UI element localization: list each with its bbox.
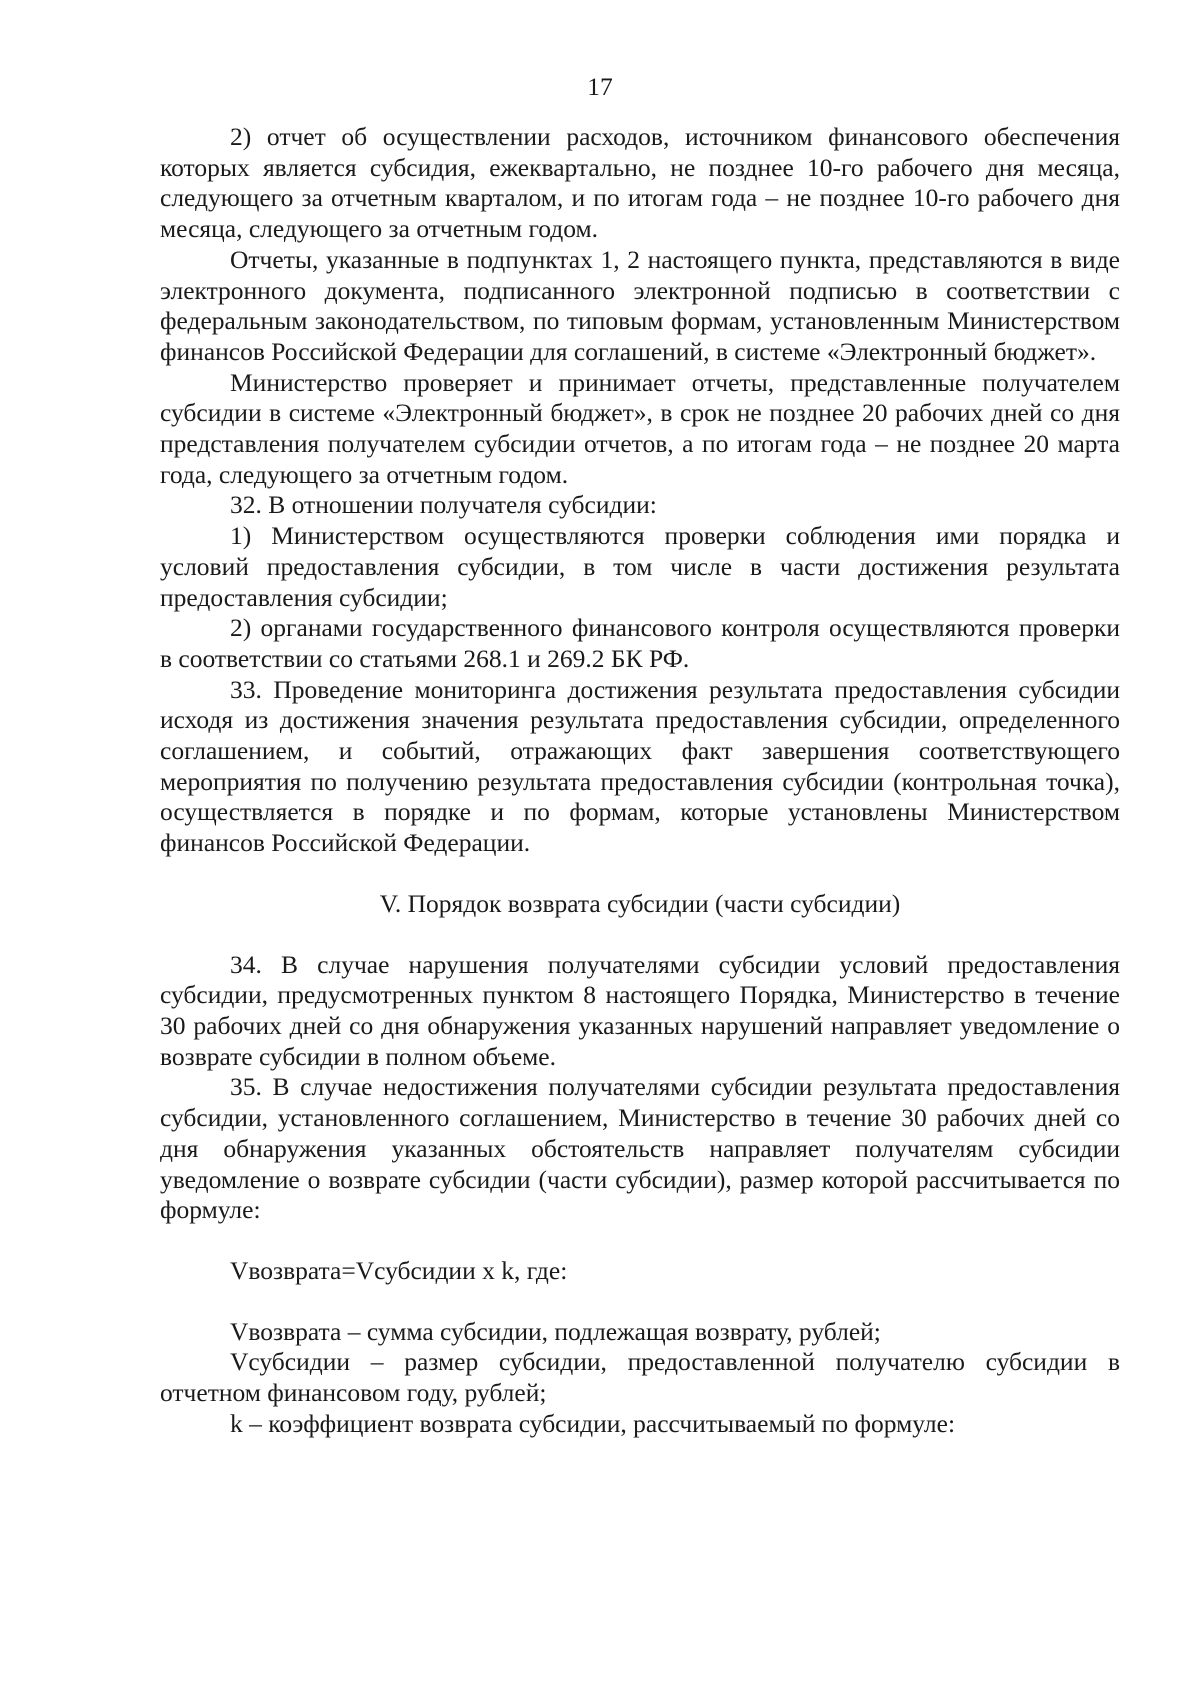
paragraph-reports-format: Отчеты, указанные в подпунктах 1, 2 настоящего пункта, представляются в виде электронного документа, подписанного электронной подписью в соответствии с федеральным законодательством, по типовым формам, установленным Министерством финансов Российской Федерации для соглашений, в системе «Электронный бюджет». (160, 244, 1120, 366)
section-heading: V. Порядок возврата субсидии (части субсидии) (379, 888, 901, 918)
paragraph-32: 32. В отношении получателя субсидии: (230, 490, 657, 520)
definition-k: k – коэффициент возврата субсидии, рассчитываемый по формуле: (230, 1408, 956, 1438)
paragraph-33: 33. Проведение мониторинга достижения результата предоставления субсидии исходя из достижения значения результата предоставления субсидии, определенного соглашением, и событий, отражающих факт завершения соответствующего мероприятия по получению результата предоставления субсидии (контрольная точка), осуществляется в порядке и по формам, которые установлены Министерством финансов Российской Федерации. (160, 674, 1120, 858)
paragraph-report-2: 2) отчет об осуществлении расходов, источником финансового обеспечения которых является субсидия, ежеквартально, не позднее 10-го рабочего дня месяца, следующего за отчетным кварталом, и по итогам года – не позднее 10-го рабочего дня месяца, следующего за отчетным годом. (160, 122, 1120, 244)
definition-v-return: Vвозврата – сумма субсидии, подлежащая возврату, рублей; (230, 1316, 881, 1346)
return-formula: Vвозврата=Vсубсидии x k, где: (230, 1255, 568, 1285)
definition-v-subsidy: Vсубсидии – размер субсидии, предоставленной получателю субсидии в отчетном финансовом году, рублей; (160, 1347, 1120, 1408)
page-number: 17 (587, 72, 613, 101)
paragraph-32-2: 2) органами государственного финансового контроля осуществляются проверки в соответствии со статьями 268.1 и 269.2 БК РФ. (160, 613, 1120, 673)
paragraph-32-1: 1) Министерством осуществляются проверки соблюдения ими порядка и условий предоставления субсидии, в том числе в части достижения результата предоставления субсидии; (160, 521, 1120, 612)
paragraph-ministry-review: Министерство проверяет и принимает отчеты, представленные получателем субсидии в системе «Электронный бюджет», в срок не позднее 20 рабочих дней со дня представления получателем субсидии отчетов, а по итогам года – не позднее 20 марта года, следующего за отчетным годом. (160, 367, 1120, 489)
paragraph-34: 34. В случае нарушения получателями субсидии условий предоставления субсидии, предусмотренных пунктом 8 настоящего Порядка, Министерство в течение 30 рабочих дней со дня обнаружения указанных нарушений направляет уведомление о возврате субсидии в полном объеме. (160, 949, 1120, 1071)
page-content (160, 122, 1120, 1439)
paragraph-35: 35. В случае недостижения получателями субсидии результата предоставления субсидии, установленного соглашением, Министерство в течение 30 рабочих дней со дня обнаружения указанных обстоятельств направляет получателям субсидии уведомление о возврате субсидии (части субсидии), размер которой рассчитывается по формуле: (160, 1072, 1120, 1225)
